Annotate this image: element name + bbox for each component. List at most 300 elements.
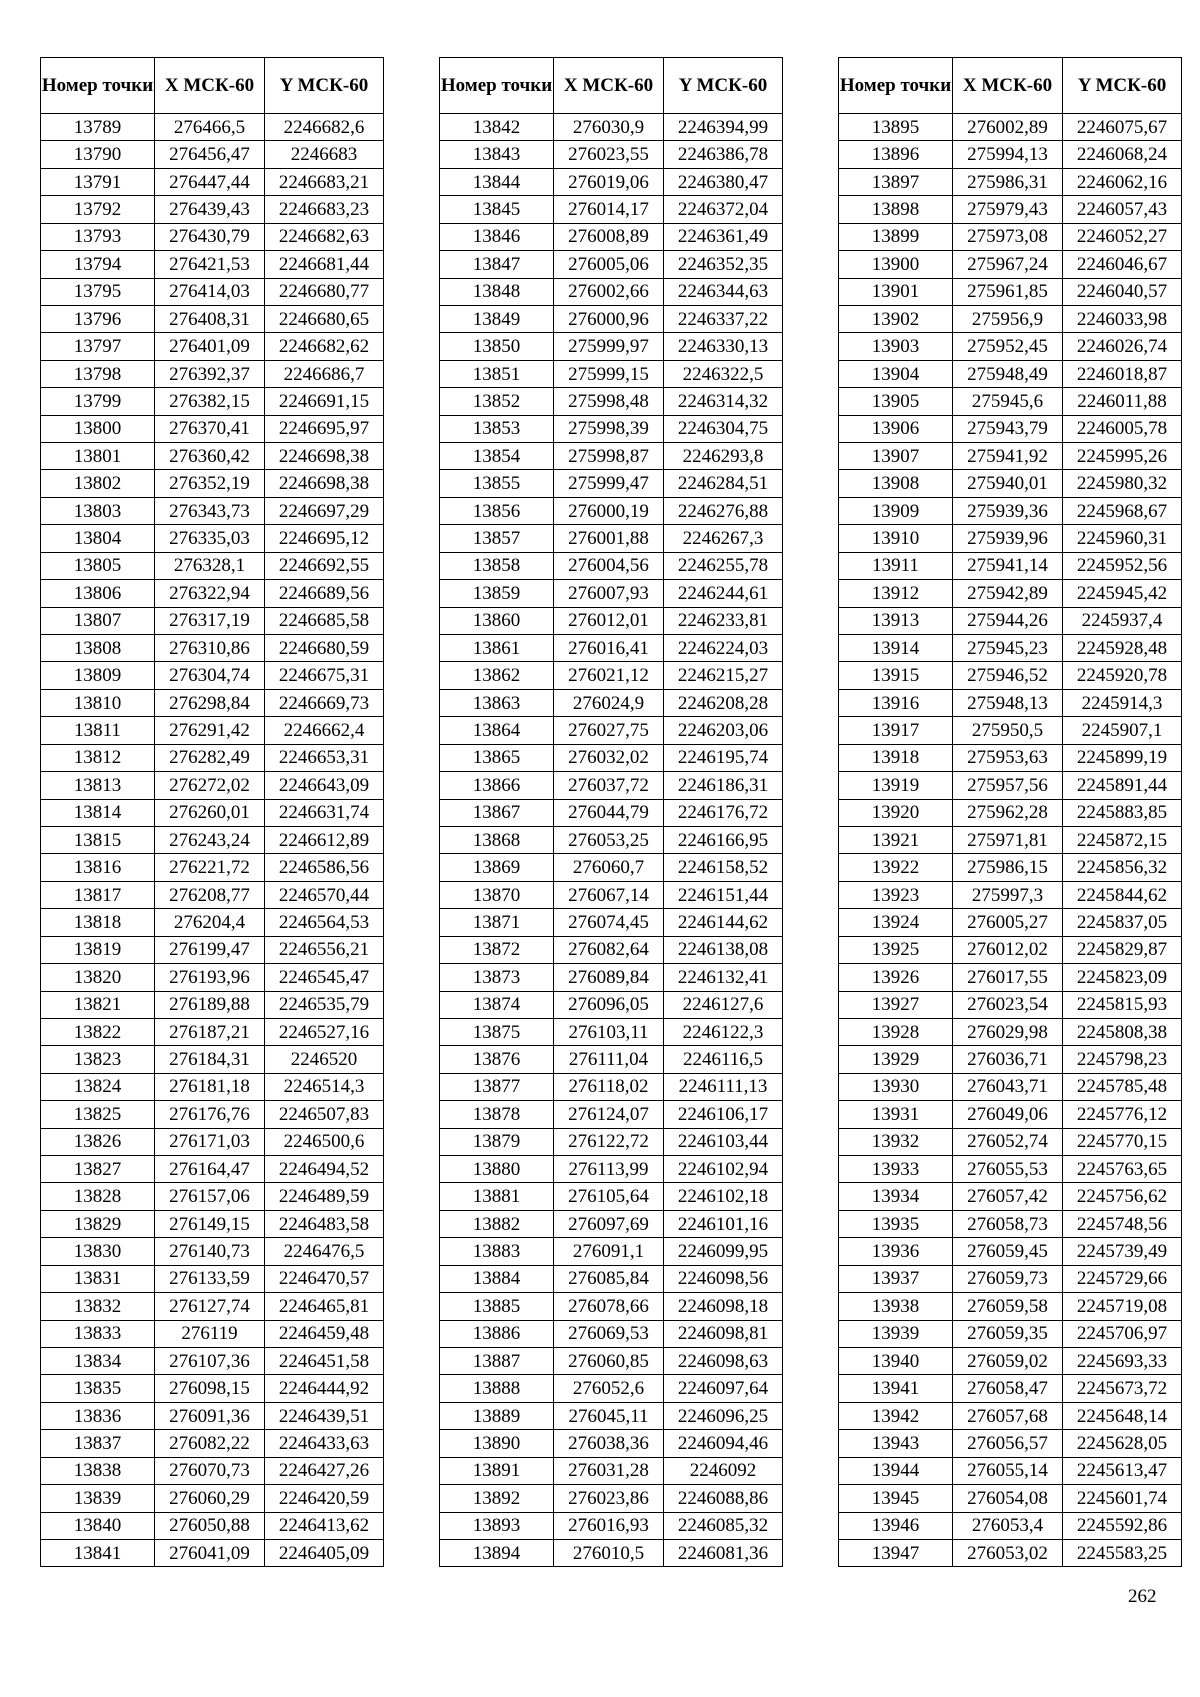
point-number-cell: 13947: [839, 1539, 953, 1566]
x-coordinate-cell: 276010,5: [554, 1539, 664, 1566]
y-coordinate-cell: 2246405,09: [265, 1539, 384, 1566]
x-coordinate-cell: 276044,79: [554, 799, 664, 826]
x-coordinate-cell: 275941,92: [953, 443, 1063, 470]
table-row: [41, 415, 384, 442]
x-coordinate-cell: 276447,44: [155, 168, 265, 195]
table-row: [440, 168, 783, 195]
x-coordinate-cell: 276204,4: [155, 909, 265, 936]
point-number-cell: 13807: [41, 607, 155, 634]
y-coordinate-cell: 2246420,59: [265, 1485, 384, 1512]
x-coordinate-cell: 276119: [155, 1320, 265, 1347]
x-coordinate-cell: 276360,42: [155, 443, 265, 470]
point-number-cell: 13814: [41, 799, 155, 826]
x-coordinate-cell: 276001,88: [554, 525, 664, 552]
point-number-cell: 13887: [440, 1347, 554, 1374]
header-y-msk60: Y МСК-60: [265, 58, 384, 114]
point-number-cell: 13800: [41, 415, 155, 442]
x-coordinate-cell: 275999,15: [554, 360, 664, 387]
x-coordinate-cell: 275973,08: [953, 223, 1063, 250]
y-coordinate-cell: 2245823,09: [1063, 964, 1182, 991]
table-row: [440, 1402, 783, 1429]
y-coordinate-cell: 2246127,6: [664, 991, 783, 1018]
y-coordinate-cell: 2246489,59: [265, 1183, 384, 1210]
table-row: [839, 525, 1182, 552]
point-number-cell: 13847: [440, 251, 554, 278]
point-number-cell: 13895: [839, 114, 953, 141]
point-number-cell: 13869: [440, 854, 554, 881]
y-coordinate-cell: 2246380,47: [664, 168, 783, 195]
x-coordinate-cell: 276055,14: [953, 1457, 1063, 1484]
y-coordinate-cell: 2246459,48: [265, 1320, 384, 1347]
y-coordinate-cell: 2246444,92: [265, 1375, 384, 1402]
y-coordinate-cell: 2246062,16: [1063, 168, 1182, 195]
y-coordinate-cell: 2246166,95: [664, 826, 783, 853]
x-coordinate-cell: 276421,53: [155, 251, 265, 278]
y-coordinate-cell: 2246675,31: [265, 662, 384, 689]
table-row: [440, 415, 783, 442]
point-number-cell: 13821: [41, 991, 155, 1018]
point-number-cell: 13921: [839, 826, 953, 853]
table-row: [440, 552, 783, 579]
x-coordinate-cell: 276085,84: [554, 1265, 664, 1292]
table-row: [440, 1156, 783, 1183]
x-coordinate-cell: 276027,75: [554, 717, 664, 744]
table-row: [839, 196, 1182, 223]
x-coordinate-cell: 275998,39: [554, 415, 664, 442]
point-number-cell: 13828: [41, 1183, 155, 1210]
point-number-cell: 13843: [440, 141, 554, 168]
table-row: [41, 388, 384, 415]
point-number-cell: 13888: [440, 1375, 554, 1402]
y-coordinate-cell: 2246680,59: [265, 635, 384, 662]
x-coordinate-cell: 276032,02: [554, 744, 664, 771]
point-number-cell: 13827: [41, 1156, 155, 1183]
x-coordinate-cell: 275971,81: [953, 826, 1063, 853]
point-number-cell: 13946: [839, 1512, 953, 1539]
y-coordinate-cell: 2246682,63: [265, 223, 384, 250]
y-coordinate-cell: 2246394,99: [664, 114, 783, 141]
y-coordinate-cell: 2246451,58: [265, 1347, 384, 1374]
y-coordinate-cell: 2246098,63: [664, 1347, 783, 1374]
y-coordinate-cell: 2246284,51: [664, 470, 783, 497]
y-coordinate-cell: 2245960,31: [1063, 525, 1182, 552]
point-number-cell: 13833: [41, 1320, 155, 1347]
y-coordinate-cell: 2246344,63: [664, 278, 783, 305]
x-coordinate-cell: 276127,74: [155, 1293, 265, 1320]
x-coordinate-cell: 276060,29: [155, 1485, 265, 1512]
table-row: [440, 525, 783, 552]
point-number-cell: 13937: [839, 1265, 953, 1292]
y-coordinate-cell: 2245980,32: [1063, 470, 1182, 497]
table-row: [839, 415, 1182, 442]
y-coordinate-cell: 2246682,62: [265, 333, 384, 360]
y-coordinate-cell: 2245883,85: [1063, 799, 1182, 826]
point-number-cell: 13870: [440, 881, 554, 908]
table-row: [41, 1485, 384, 1512]
y-coordinate-cell: 2246075,67: [1063, 114, 1182, 141]
point-number-cell: 13850: [440, 333, 554, 360]
y-coordinate-cell: 2246691,15: [265, 388, 384, 415]
table-row: [839, 168, 1182, 195]
point-number-cell: 13839: [41, 1485, 155, 1512]
table-row: [839, 1156, 1182, 1183]
x-coordinate-cell: 276149,15: [155, 1210, 265, 1237]
table-row: [839, 854, 1182, 881]
point-number-cell: 13883: [440, 1238, 554, 1265]
point-number-cell: 13792: [41, 196, 155, 223]
x-coordinate-cell: 276023,54: [953, 991, 1063, 1018]
point-number-cell: 13809: [41, 662, 155, 689]
x-coordinate-cell: 276118,02: [554, 1073, 664, 1100]
point-number-cell: 13922: [839, 854, 953, 881]
table-row: [41, 635, 384, 662]
table-row: [839, 881, 1182, 908]
point-number-cell: 13940: [839, 1347, 953, 1374]
x-coordinate-cell: 276053,4: [953, 1512, 1063, 1539]
y-coordinate-cell: 2246018,87: [1063, 360, 1182, 387]
point-number-cell: 13905: [839, 388, 953, 415]
point-number-cell: 13823: [41, 1046, 155, 1073]
y-coordinate-cell: 2246208,28: [664, 689, 783, 716]
x-coordinate-cell: 276005,06: [554, 251, 664, 278]
table-row: [41, 689, 384, 716]
y-coordinate-cell: 2246026,74: [1063, 333, 1182, 360]
table-row: [41, 580, 384, 607]
x-coordinate-cell: 276352,19: [155, 470, 265, 497]
header-point-number: Номер точки: [440, 58, 554, 114]
table-row: [839, 662, 1182, 689]
table-row: [839, 826, 1182, 853]
y-coordinate-cell: 2246352,35: [664, 251, 783, 278]
table-row: [839, 964, 1182, 991]
table-row: [41, 525, 384, 552]
point-number-cell: 13813: [41, 772, 155, 799]
table-row: [440, 607, 783, 634]
x-coordinate-cell: 276189,88: [155, 991, 265, 1018]
y-coordinate-cell: 2246040,57: [1063, 278, 1182, 305]
x-coordinate-cell: 276019,06: [554, 168, 664, 195]
table-row: [41, 1293, 384, 1320]
x-coordinate-cell: 276002,66: [554, 278, 664, 305]
table-row: [41, 909, 384, 936]
point-number-cell: 13902: [839, 305, 953, 332]
x-coordinate-cell: 276157,06: [155, 1183, 265, 1210]
x-coordinate-cell: 276059,45: [953, 1238, 1063, 1265]
table-row: [839, 580, 1182, 607]
table-row: [41, 1457, 384, 1484]
point-number-cell: 13834: [41, 1347, 155, 1374]
point-number-cell: 13841: [41, 1539, 155, 1566]
y-coordinate-cell: 2246098,56: [664, 1265, 783, 1292]
point-number-cell: 13851: [440, 360, 554, 387]
x-coordinate-cell: 276037,72: [554, 772, 664, 799]
table-row: [839, 470, 1182, 497]
table-row: [440, 635, 783, 662]
y-coordinate-cell: 2245729,66: [1063, 1265, 1182, 1292]
x-coordinate-cell: 276052,6: [554, 1375, 664, 1402]
y-coordinate-cell: 2246612,89: [265, 826, 384, 853]
point-number-cell: 13815: [41, 826, 155, 853]
y-coordinate-cell: 2246556,21: [265, 936, 384, 963]
x-coordinate-cell: 276322,94: [155, 580, 265, 607]
table-row: [41, 1018, 384, 1045]
table-row: [440, 223, 783, 250]
table-row: [41, 168, 384, 195]
x-coordinate-cell: 276282,49: [155, 744, 265, 771]
y-coordinate-cell: 2245872,15: [1063, 826, 1182, 853]
point-number-cell: 13896: [839, 141, 953, 168]
point-number-cell: 13927: [839, 991, 953, 1018]
table-row: [41, 1073, 384, 1100]
y-coordinate-cell: 2246476,5: [265, 1238, 384, 1265]
y-coordinate-cell: 2245968,67: [1063, 497, 1182, 524]
point-number-cell: 13899: [839, 223, 953, 250]
point-number-cell: 13885: [440, 1293, 554, 1320]
y-coordinate-cell: 2246643,09: [265, 772, 384, 799]
y-coordinate-cell: 2246052,27: [1063, 223, 1182, 250]
table-row: [41, 470, 384, 497]
x-coordinate-cell: 276082,64: [554, 936, 664, 963]
x-coordinate-cell: 276012,01: [554, 607, 664, 634]
point-number-cell: 13836: [41, 1402, 155, 1429]
table-row: [440, 1183, 783, 1210]
x-coordinate-cell: 275945,6: [953, 388, 1063, 415]
x-coordinate-cell: 275999,47: [554, 470, 664, 497]
x-coordinate-cell: 276024,9: [554, 689, 664, 716]
x-coordinate-cell: 275953,63: [953, 744, 1063, 771]
y-coordinate-cell: 2246527,16: [265, 1018, 384, 1045]
point-number-cell: 13892: [440, 1485, 554, 1512]
table-row: [440, 1539, 783, 1566]
table-row: [839, 799, 1182, 826]
table-row: [41, 1183, 384, 1210]
point-number-cell: 13826: [41, 1128, 155, 1155]
x-coordinate-cell: 276005,27: [953, 909, 1063, 936]
table-row: [839, 991, 1182, 1018]
x-coordinate-cell: 276057,68: [953, 1402, 1063, 1429]
y-coordinate-cell: 2246653,31: [265, 744, 384, 771]
table-row: [41, 305, 384, 332]
point-number-cell: 13872: [440, 936, 554, 963]
header-y-msk60: Y МСК-60: [1063, 58, 1182, 114]
point-number-cell: 13907: [839, 443, 953, 470]
table-row: [440, 991, 783, 1018]
x-coordinate-cell: 276052,74: [953, 1128, 1063, 1155]
point-number-cell: 13795: [41, 278, 155, 305]
x-coordinate-cell: 276059,35: [953, 1320, 1063, 1347]
y-coordinate-cell: 2246631,74: [265, 799, 384, 826]
x-coordinate-cell: 276091,36: [155, 1402, 265, 1429]
y-coordinate-cell: 2246535,79: [265, 991, 384, 1018]
x-coordinate-cell: 275939,96: [953, 525, 1063, 552]
point-number-cell: 13931: [839, 1101, 953, 1128]
y-coordinate-cell: 2245770,15: [1063, 1128, 1182, 1155]
table-row: [41, 772, 384, 799]
y-coordinate-cell: 2246176,72: [664, 799, 783, 826]
x-coordinate-cell: 276023,55: [554, 141, 664, 168]
y-coordinate-cell: 2246096,25: [664, 1402, 783, 1429]
x-coordinate-cell: 275942,89: [953, 580, 1063, 607]
y-coordinate-cell: 2246682,6: [265, 114, 384, 141]
point-number-cell: 13838: [41, 1457, 155, 1484]
table-row: [41, 443, 384, 470]
point-number-cell: 13876: [440, 1046, 554, 1073]
table-row: [839, 223, 1182, 250]
table-row: [440, 1457, 783, 1484]
y-coordinate-cell: 2246215,27: [664, 662, 783, 689]
y-coordinate-cell: 2246681,44: [265, 251, 384, 278]
point-number-cell: 13926: [839, 964, 953, 991]
table-row: [839, 443, 1182, 470]
point-number-cell: 13853: [440, 415, 554, 442]
table-row: [41, 826, 384, 853]
y-coordinate-cell: 2245995,26: [1063, 443, 1182, 470]
y-coordinate-cell: 2245776,12: [1063, 1101, 1182, 1128]
y-coordinate-cell: 2246507,83: [265, 1101, 384, 1128]
x-coordinate-cell: 276208,77: [155, 881, 265, 908]
table-row: [41, 1375, 384, 1402]
point-number-cell: 13816: [41, 854, 155, 881]
header-y-msk60: Y МСК-60: [664, 58, 783, 114]
point-number-cell: 13880: [440, 1156, 554, 1183]
point-number-cell: 13791: [41, 168, 155, 195]
x-coordinate-cell: 276097,69: [554, 1210, 664, 1237]
y-coordinate-cell: 2246564,53: [265, 909, 384, 936]
table-row: [41, 1347, 384, 1374]
y-coordinate-cell: 2246680,65: [265, 305, 384, 332]
x-coordinate-cell: 276069,53: [554, 1320, 664, 1347]
x-coordinate-cell: 276060,85: [554, 1347, 664, 1374]
y-coordinate-cell: 2246427,26: [265, 1457, 384, 1484]
y-coordinate-cell: 2246514,3: [265, 1073, 384, 1100]
table-row: [440, 854, 783, 881]
point-number-cell: 13877: [440, 1073, 554, 1100]
y-coordinate-cell: 2246151,44: [664, 881, 783, 908]
table-row: [41, 223, 384, 250]
x-coordinate-cell: 276089,84: [554, 964, 664, 991]
y-coordinate-cell: 2245920,78: [1063, 662, 1182, 689]
y-coordinate-cell: 2245808,38: [1063, 1018, 1182, 1045]
y-coordinate-cell: 2246494,52: [265, 1156, 384, 1183]
y-coordinate-cell: 2246322,5: [664, 360, 783, 387]
coordinates-table-1: [40, 57, 384, 1567]
x-coordinate-cell: 276122,72: [554, 1128, 664, 1155]
point-number-cell: 13929: [839, 1046, 953, 1073]
y-coordinate-cell: 2246224,03: [664, 635, 783, 662]
point-number-cell: 13945: [839, 1485, 953, 1512]
y-coordinate-cell: 2245856,32: [1063, 854, 1182, 881]
point-number-cell: 13852: [440, 388, 554, 415]
table-row: [440, 470, 783, 497]
table-row: [41, 278, 384, 305]
x-coordinate-cell: 276187,21: [155, 1018, 265, 1045]
table-row: [41, 251, 384, 278]
y-coordinate-cell: 2246111,13: [664, 1073, 783, 1100]
table-row: [440, 662, 783, 689]
x-coordinate-cell: 276414,03: [155, 278, 265, 305]
point-number-cell: 13818: [41, 909, 155, 936]
y-coordinate-cell: 2246372,04: [664, 196, 783, 223]
point-number-cell: 13790: [41, 141, 155, 168]
y-coordinate-cell: 2246144,62: [664, 909, 783, 936]
x-coordinate-cell: 276012,02: [953, 936, 1063, 963]
table-row: [440, 799, 783, 826]
point-number-cell: 13802: [41, 470, 155, 497]
x-coordinate-cell: 276310,86: [155, 635, 265, 662]
x-coordinate-cell: 275979,43: [953, 196, 1063, 223]
table-row: [839, 1210, 1182, 1237]
point-number-cell: 13897: [839, 168, 953, 195]
header-point-number: Номер точки: [839, 58, 953, 114]
table-row: [839, 1101, 1182, 1128]
table-row: [839, 1320, 1182, 1347]
point-number-cell: 13936: [839, 1238, 953, 1265]
point-number-cell: 13908: [839, 470, 953, 497]
point-number-cell: 13915: [839, 662, 953, 689]
x-coordinate-cell: 276055,53: [953, 1156, 1063, 1183]
point-number-cell: 13886: [440, 1320, 554, 1347]
point-number-cell: 13789: [41, 114, 155, 141]
header-x-msk60: X МСК-60: [953, 58, 1063, 114]
point-number-cell: 13920: [839, 799, 953, 826]
y-coordinate-cell: 2246138,08: [664, 936, 783, 963]
point-number-cell: 13890: [440, 1430, 554, 1457]
y-coordinate-cell: 2246413,62: [265, 1512, 384, 1539]
x-coordinate-cell: 276050,88: [155, 1512, 265, 1539]
x-coordinate-cell: 276105,64: [554, 1183, 664, 1210]
x-coordinate-cell: 276335,03: [155, 525, 265, 552]
x-coordinate-cell: 276060,7: [554, 854, 664, 881]
x-coordinate-cell: 275986,31: [953, 168, 1063, 195]
table-row: [41, 1320, 384, 1347]
point-number-cell: 13825: [41, 1101, 155, 1128]
y-coordinate-cell: 2246698,38: [265, 470, 384, 497]
y-coordinate-cell: 2246669,73: [265, 689, 384, 716]
table-row: [41, 1210, 384, 1237]
point-number-cell: 13832: [41, 1293, 155, 1320]
table-row: [440, 333, 783, 360]
table-row: [839, 635, 1182, 662]
table-row: [839, 278, 1182, 305]
x-coordinate-cell: 276343,73: [155, 497, 265, 524]
table-row: [839, 1375, 1182, 1402]
x-coordinate-cell: 276098,15: [155, 1375, 265, 1402]
y-coordinate-cell: 2245899,19: [1063, 744, 1182, 771]
table-row: [41, 333, 384, 360]
x-coordinate-cell: 276059,02: [953, 1347, 1063, 1374]
table-row: [839, 1539, 1182, 1566]
table-row: [839, 360, 1182, 387]
table-row: [41, 744, 384, 771]
point-number-cell: 13796: [41, 305, 155, 332]
point-number-cell: 13873: [440, 964, 554, 991]
point-number-cell: 13829: [41, 1210, 155, 1237]
x-coordinate-cell: 275998,87: [554, 443, 664, 470]
y-coordinate-cell: 2245815,93: [1063, 991, 1182, 1018]
x-coordinate-cell: 276272,02: [155, 772, 265, 799]
point-number-cell: 13871: [440, 909, 554, 936]
y-coordinate-cell: 2246098,18: [664, 1293, 783, 1320]
x-coordinate-cell: 276133,59: [155, 1265, 265, 1292]
point-number-cell: 13875: [440, 1018, 554, 1045]
table-row: [839, 114, 1182, 141]
table-row: [839, 607, 1182, 634]
point-number-cell: 13924: [839, 909, 953, 936]
point-number-cell: 13889: [440, 1402, 554, 1429]
point-number-cell: 13904: [839, 360, 953, 387]
x-coordinate-cell: 276317,19: [155, 607, 265, 634]
table-row: [839, 497, 1182, 524]
